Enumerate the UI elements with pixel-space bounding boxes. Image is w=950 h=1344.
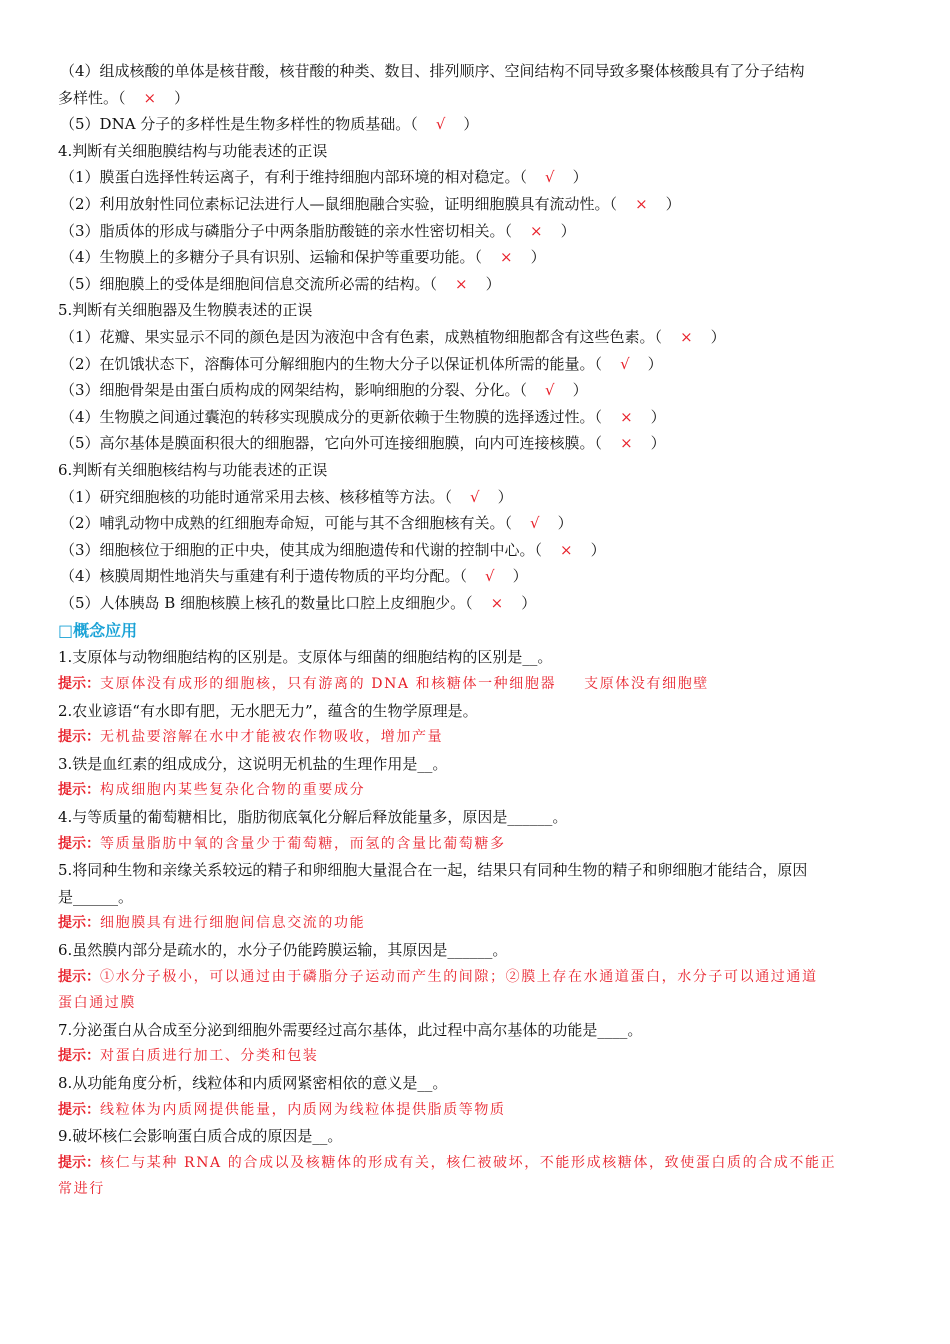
- application-question-1: 1.支原体与动物细胞结构的区别是。支原体与细菌的细胞结构的区别是__。: [58, 648, 553, 667]
- hint-label: 提示：: [58, 968, 100, 985]
- judge-item-4-4: （4）生物膜上的多糖分子具有识别、运输和保护等重要功能。（ × ）: [58, 244, 892, 271]
- judge-item-4-2: （2）利用放射性同位素标记法进行人—鼠细胞融合实验，证明细胞膜具有流动性。（ × ）: [58, 191, 892, 218]
- judge-item-3-4-line2: 多样性。（ × ）: [58, 85, 892, 112]
- answer-mark: √: [545, 168, 555, 187]
- answer-mark: ×: [530, 221, 543, 240]
- application-question-9: 9.破坏核仁会影响蛋白质合成的原因是__。: [58, 1127, 343, 1146]
- judge-item-6-4: （4）核膜周期性地消失与重建有利于遗传物质的平均分配。（ √ ）: [58, 563, 892, 590]
- answer-mark: ×: [635, 194, 648, 213]
- hint-3: 提示：构成细胞内某些复杂化合物的重要成分: [58, 782, 366, 799]
- answer-mark: ×: [620, 434, 633, 453]
- answer-mark: √: [530, 514, 540, 533]
- hint-4: 提示：等质量脂肪中氧的含量少于葡萄糖，而氢的含量比葡萄糖多: [58, 835, 506, 852]
- judge-item-4-3: （3）脂质体的形成与磷脂分子中两条脂肪酸链的亲水性密切相关。（ × ）: [58, 218, 892, 245]
- hint-label: 提示：: [58, 1101, 100, 1118]
- question-5-title: 5.判断有关细胞器及生物膜表述的正误: [58, 301, 313, 320]
- judge-item-3-5: （5）DNA 分子的多样性是生物多样性的物质基础。（ √ ）: [58, 111, 892, 138]
- judge-item-5-4: （4）生物膜之间通过囊泡的转移实现膜成分的更新依赖于生物膜的选择透过性。（ × ）: [58, 404, 892, 431]
- judge-item-6-2: （2）哺乳动物中成熟的红细胞寿命短，可能与其不含细胞核有关。（ √ ）: [58, 510, 892, 537]
- application-question-5-line2: 是______。: [58, 887, 134, 906]
- hint-label: 提示：: [58, 729, 100, 746]
- judge-item-6-3: （3）细胞核位于细胞的正中央，使其成为细胞遗传和代谢的控制中心。（ × ）: [58, 537, 892, 564]
- answer-mark: √: [545, 381, 555, 400]
- hint-1: 提示：支原体没有成形的细胞核，只有游离的 DNA 和核糖体一种细胞器 支原体没有细胞壁: [58, 676, 709, 693]
- application-question-3: 3.铁是血红素的组成成分，这说明无机盐的生理作用是__。: [58, 754, 448, 773]
- hint-label: 提示：: [58, 782, 100, 799]
- judge-item-5-3: （3）细胞骨架是由蛋白质构成的网架结构，影响细胞的分裂、分化。（ √ ）: [58, 377, 892, 404]
- judge-item-4-5: （5）细胞膜上的受体是细胞间信息交流所必需的结构。（ × ）: [58, 271, 892, 298]
- answer-mark: ×: [490, 593, 504, 612]
- application-question-5-line1: 5.将同种生物和亲缘关系较远的精子和卵细胞大量混合在一起，结果只有同种生物的精子和卵细胞才能结合，原因: [58, 861, 808, 880]
- section-title-concept-application: □概念应用: [58, 621, 138, 641]
- judge-item-6-1: （1）研究细胞核的功能时通常采用去核、核移植等方法。（ √ ）: [58, 484, 892, 511]
- application-question-2: 2.农业谚语“有水即有肥，无水肥无力”，蕴含的生物学原理是。: [58, 701, 478, 720]
- application-question-4: 4.与等质量的葡萄糖相比，脂肪彻底氧化分解后释放能量多，原因是______。: [58, 808, 568, 827]
- application-question-6: 6.虽然膜内部分是疏水的，水分子仍能跨膜运输，其原因是______。: [58, 941, 508, 959]
- application-question-7: 7.分泌蛋白从合成至分泌到细胞外需要经过高尔基体，此过程中高尔基体的功能是____。: [58, 1020, 643, 1039]
- judge-item-5-2: （2）在饥饿状态下，溶酶体可分解细胞内的生物大分子以保证机体所需的能量。（ √ ）: [58, 351, 892, 378]
- hint-label: 提示：: [58, 835, 100, 852]
- judge-item-6-5: （5）人体胰岛 B 细胞核膜上核孔的数量比口腔上皮细胞少。（ × ）: [58, 590, 892, 617]
- judge-item-3-4-line1: （4）组成核酸的单体是核苷酸，核苷酸的种类、数目、排列顺序、空间结构不同导致多聚体核酸具有了分子结构: [60, 62, 805, 80]
- hint-2: 提示：无机盐要溶解在水中才能被农作物吸收，增加产量: [58, 729, 444, 746]
- hint-label: 提示：: [58, 676, 100, 693]
- hint-8: 提示：线粒体为内质网提供能量，内质网为线粒体提供脂质等物质: [58, 1101, 506, 1118]
- answer-mark: ×: [620, 407, 633, 426]
- application-question-8: 8.从功能角度分析，线粒体和内质网紧密相依的意义是__。: [58, 1073, 448, 1092]
- answer-mark: ×: [680, 327, 693, 346]
- hint-7: 提示：对蛋白质进行加工、分类和包装: [58, 1048, 319, 1065]
- hint-6-line1: 提示：①水分子极小，可以通过由于磷脂分子运动而产生的间隙；②膜上存在水通道蛋白，水分子可以通过通道: [58, 968, 818, 985]
- answer-mark: √: [620, 354, 630, 373]
- question-6-title: 6.判断有关细胞核结构与功能表述的正误: [58, 460, 328, 479]
- answer-mark: √: [485, 567, 495, 586]
- judge-item-5-5: （5）高尔基体是膜面积很大的细胞器，它向外可连接细胞膜，向内可连接核膜。（ × ）: [58, 430, 892, 457]
- hint-9-line1: 提示：核仁与某种 RNA 的合成以及核糖体的形成有关，核仁被破坏，不能形成核糖体，致使蛋白质的合成不能正: [58, 1154, 837, 1171]
- hint-9-line2: 常进行: [58, 1181, 105, 1198]
- hint-label: 提示：: [58, 915, 100, 932]
- hint-5: 提示：细胞膜具有进行细胞间信息交流的功能: [58, 915, 366, 932]
- hint-6-line2: 蛋白通过膜: [58, 995, 136, 1012]
- check-mark: √: [435, 115, 446, 134]
- cross-mark: ×: [143, 88, 157, 107]
- judge-item-5-1: （1）花瓣、果实显示不同的颜色是因为液泡中含有色素，成熟植物细胞都含有这些色素。（ × ）: [58, 324, 892, 351]
- answer-mark: √: [470, 487, 480, 506]
- answer-mark: ×: [560, 540, 573, 559]
- hint-label: 提示：: [58, 1048, 100, 1065]
- question-4-title: 4.判断有关细胞膜结构与功能表述的正误: [58, 141, 328, 160]
- answer-mark: ×: [500, 248, 513, 267]
- judge-item-4-1: （1）膜蛋白选择性转运离子，有利于维持细胞内部环境的相对稳定。（ √ ）: [58, 164, 892, 191]
- answer-mark: ×: [455, 274, 468, 293]
- hint-label: 提示：: [58, 1154, 100, 1171]
